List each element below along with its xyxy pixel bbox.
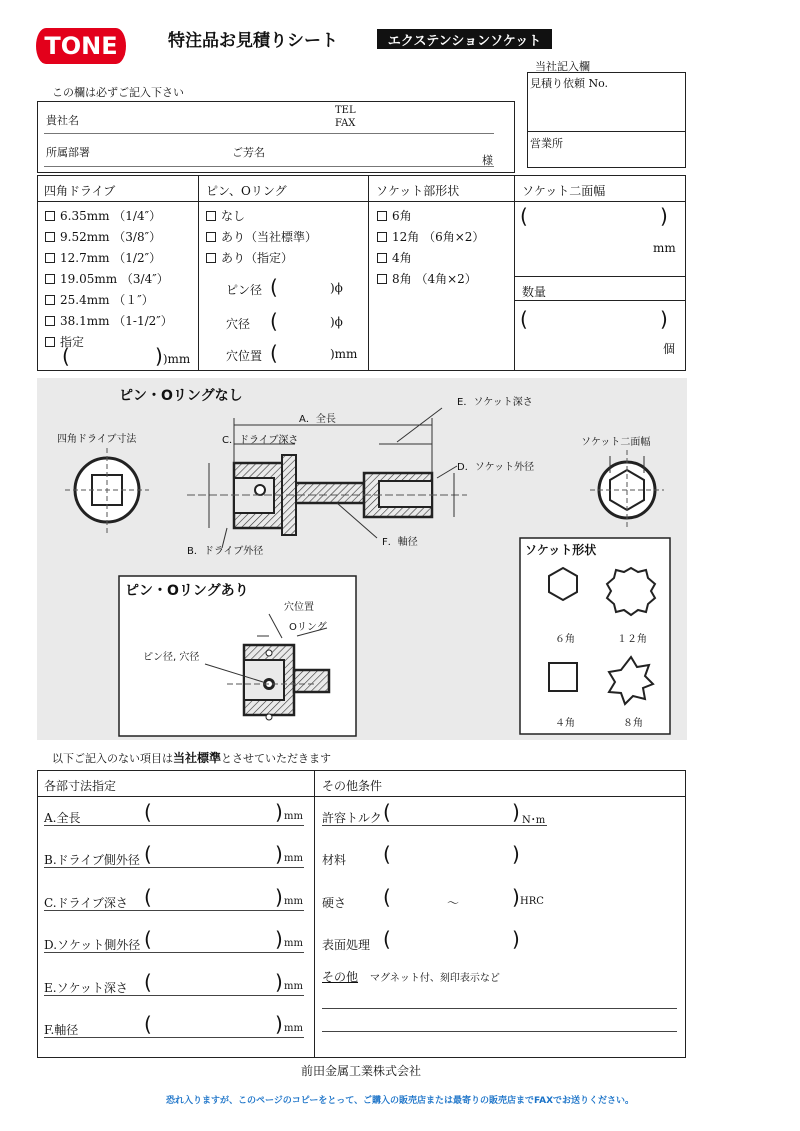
misc-label: その他: [322, 970, 359, 984]
hole-pos-unit: )mm: [330, 347, 358, 361]
drive-option[interactable]: 38.1mm （1-1/2″）: [45, 312, 173, 329]
product-badge: エクステンションソケット: [377, 29, 552, 49]
label-f: F．軸径: [382, 537, 418, 548]
dim-b-field[interactable]: [160, 847, 270, 867]
dim-f-field[interactable]: [160, 1017, 270, 1037]
label-a: A．全長: [299, 414, 336, 425]
misc-field-1[interactable]: [322, 987, 677, 1007]
shape-label-4: ４角: [555, 718, 575, 729]
torque-field[interactable]: [398, 805, 508, 825]
drive-option[interactable]: 6.35mm （1/4″）: [45, 207, 161, 224]
dept-label: 所属部署: [46, 146, 90, 159]
office-use-heading: 当社記入欄: [535, 60, 590, 73]
quote-no-label: 見積り依頼 No.: [530, 77, 609, 90]
registered-mark: ®: [118, 50, 126, 59]
dim-e-field[interactable]: [160, 975, 270, 995]
drive-option[interactable]: 12.7mm （1/2″）: [45, 249, 161, 266]
pin-hole-label: ピン径, 穴径: [143, 652, 200, 663]
dim-row-a: A.全長: [44, 811, 81, 825]
checkbox[interactable]: [377, 274, 387, 284]
checkbox[interactable]: [45, 211, 55, 221]
dim-row-f: F.軸径: [44, 1023, 79, 1037]
custom-drive-unit: ))mm: [155, 344, 191, 368]
checkbox[interactable]: [206, 232, 216, 242]
dim-c-field[interactable]: [160, 890, 270, 910]
material-label: 材料: [322, 853, 347, 867]
tel-fax-field[interactable]: [360, 108, 490, 128]
material-field[interactable]: [398, 847, 508, 867]
shape-option[interactable]: 6角: [377, 207, 412, 224]
misc-example: マグネット付、刻印表示など: [370, 973, 500, 984]
dim-row-e: E.ソケット深さ: [44, 981, 128, 995]
label-b: B．ドライブ外径: [187, 546, 264, 557]
dim-d-field[interactable]: [160, 932, 270, 952]
quantity-field[interactable]: [535, 311, 655, 333]
checkbox[interactable]: [45, 232, 55, 242]
socket-width-field[interactable]: [535, 208, 655, 230]
torque-unit: N･m: [522, 815, 546, 826]
dim-row-b: B.ドライブ側外径: [44, 853, 140, 867]
fax-label: FAX: [335, 118, 356, 129]
paren-open: (: [62, 344, 70, 368]
pin-dia-label: ピン径: [226, 283, 263, 297]
diagram-title-with: ピン・Oリングあり: [125, 583, 249, 599]
hardness-min-field[interactable]: [398, 890, 443, 910]
checkbox[interactable]: [377, 253, 387, 263]
dims-title: 各部寸法指定: [44, 779, 117, 793]
hrc-unit: HRC: [520, 896, 544, 907]
hole-dia-label: 穴径: [226, 317, 251, 331]
shape-label-6: ６角: [555, 634, 575, 645]
page-title: 特注品お見積りシート: [168, 31, 338, 51]
checkbox[interactable]: [206, 211, 216, 221]
pin-option[interactable]: なし: [206, 207, 245, 224]
misc-field-2[interactable]: [322, 1011, 677, 1031]
name-label: ご芳名: [232, 146, 265, 159]
drive-size-label: 四角ドライブ寸法: [57, 434, 137, 445]
dim-a-field[interactable]: [160, 805, 270, 825]
checkbox[interactable]: [377, 211, 387, 221]
must-fill-note: この欄は必ずご記入下さい: [52, 86, 184, 99]
pin-option[interactable]: あり（当社標準）: [206, 228, 317, 245]
standard-note: 以下ご記入のない項目は当社標準とさせていただきます: [52, 751, 332, 765]
quantity-unit: 個: [663, 342, 676, 356]
dim-row-c: C.ドライブ深さ: [44, 896, 128, 910]
dim-row-d: D.ソケット側外径: [44, 938, 141, 952]
hole-pos-label: 穴位置: [226, 349, 263, 363]
shape-option[interactable]: 12角 （6角×2）: [377, 228, 484, 245]
company-field[interactable]: [90, 108, 320, 128]
technical-diagram: [37, 378, 687, 740]
checkbox[interactable]: [206, 253, 216, 263]
surface-field[interactable]: [398, 932, 508, 952]
pin-column-title: ピン、Oリング: [206, 184, 287, 198]
torque-label: 許容トルク: [322, 811, 382, 825]
checkbox[interactable]: [45, 253, 55, 263]
tone-logo: TONE: [36, 28, 126, 64]
shape-option[interactable]: 8角 （4角×2）: [377, 270, 477, 287]
branch-label: 営業所: [530, 137, 563, 150]
shape-option[interactable]: 4角: [377, 249, 412, 266]
sama-label: 様: [482, 154, 493, 167]
hardness-label: 硬さ: [322, 896, 347, 910]
checkbox[interactable]: [45, 295, 55, 305]
pin-option[interactable]: あり（指定）: [206, 249, 293, 266]
company-name: 前田金属工業株式会社: [300, 1064, 421, 1078]
pin-dia-unit: )ϕ: [330, 281, 343, 295]
drive-option[interactable]: 19.05mm （3/4″）: [45, 270, 169, 287]
socket-width-label: ソケット二面幅: [581, 437, 651, 448]
o-ring-label: Oリング: [289, 622, 327, 633]
quantity-title: 数量: [522, 285, 547, 299]
other-title: その他条件: [322, 779, 383, 793]
checkbox[interactable]: [377, 232, 387, 242]
checkbox[interactable]: [45, 316, 55, 326]
hardness-max-field[interactable]: [465, 890, 510, 910]
drive-column-title: 四角ドライブ: [44, 184, 116, 198]
socket-width-column-title: ソケット二面幅: [522, 184, 606, 198]
shape-label-8: ８角: [623, 718, 643, 729]
diagram-title-without: ピン・Oリングなし: [119, 388, 243, 404]
hole-position-label: 穴位置: [284, 602, 314, 613]
surface-label: 表面処理: [322, 938, 371, 952]
checkbox[interactable]: [45, 337, 55, 347]
socket-width-unit: mm: [653, 241, 676, 255]
shape-label-12: １２角: [617, 634, 647, 645]
tilde: ～: [447, 896, 460, 910]
drive-option[interactable]: 9.52mm （3/8″）: [45, 228, 161, 245]
name-field[interactable]: [280, 140, 475, 160]
fax-instruction: 恐れ入りますが、このページのコピーをとって、ご購入の販売店または最寄りの販売店までFAXでお送りください。: [165, 1096, 635, 1106]
label-d: D．ソケット外径: [457, 462, 535, 473]
checkbox[interactable]: [45, 274, 55, 284]
shape-box-title: ソケット形状: [525, 543, 597, 557]
label-c: C．ドライブ深さ: [222, 435, 299, 446]
tel-label: TEL: [335, 105, 356, 116]
socket-shape-column-title: ソケット部形状: [376, 184, 460, 198]
company-label: 貴社名: [46, 114, 79, 127]
drive-option[interactable]: 25.4mm （１″）: [45, 291, 154, 308]
drive-option-custom[interactable]: 指定: [45, 333, 84, 350]
label-e: E．ソケット深さ: [457, 397, 533, 408]
dept-field[interactable]: [100, 140, 220, 160]
hole-dia-unit: )ϕ: [330, 315, 343, 329]
